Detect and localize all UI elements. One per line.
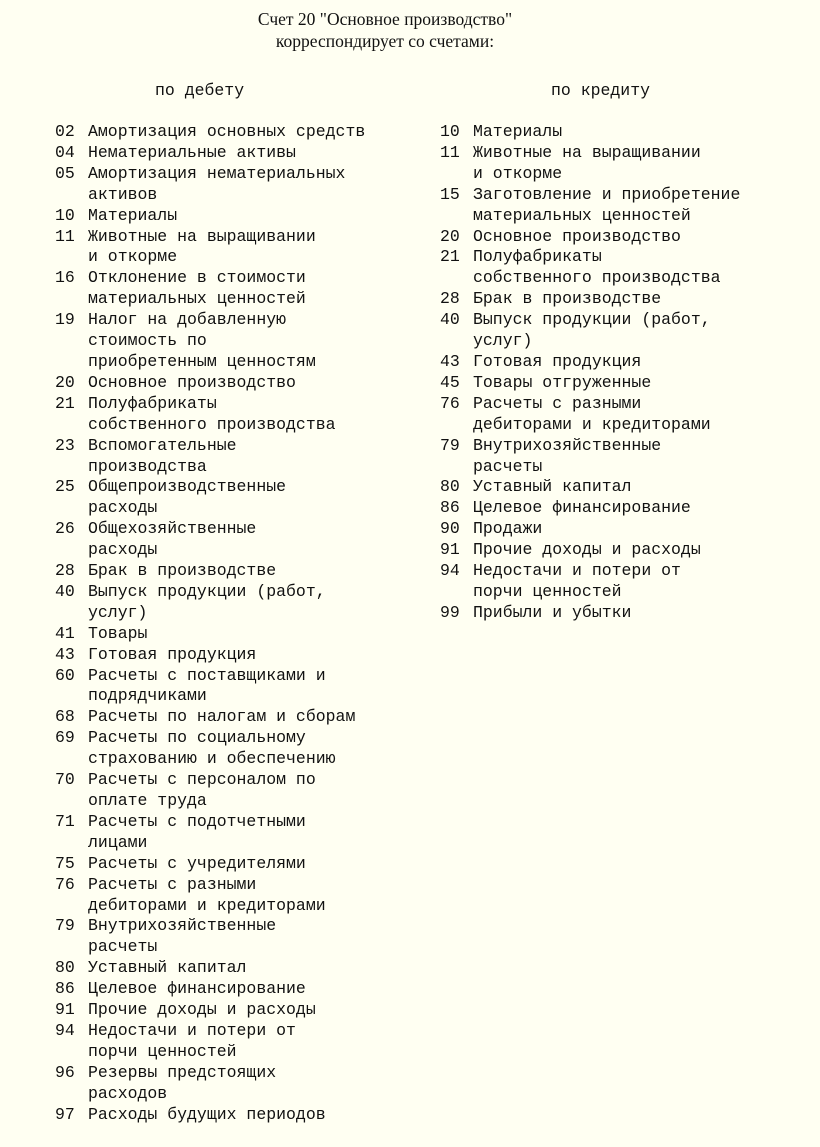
debit-account-entry (55, 122, 435, 143)
debit-account-entry (55, 958, 435, 979)
debit-account-entry (55, 1021, 435, 1063)
account-code: 28 (55, 561, 75, 581)
account-name-line: Готовая продукция (88, 644, 257, 664)
credit-account-entry (440, 122, 810, 143)
account-name-line: услуг) (88, 602, 148, 622)
credit-account-entry (440, 561, 810, 603)
credit-accounts-list (440, 122, 810, 624)
account-name-line: Внутрихозяйственные (88, 916, 277, 936)
credit-account-entry (440, 373, 810, 394)
debit-account-entry (55, 1063, 435, 1105)
account-code: 43 (440, 351, 460, 371)
account-code: 80 (440, 477, 460, 497)
account-code: 20 (440, 226, 460, 246)
debit-account-entry (55, 979, 435, 1000)
account-name-line: Амортизация основных средств (88, 122, 366, 141)
account-name-line: Расчеты с учредителями (88, 853, 306, 873)
debit-account-entry (55, 310, 435, 373)
title-line-2: корреспондирует со счетами: (275, 31, 495, 51)
account-name-line: Уставный капитал (88, 958, 247, 978)
account-code: 69 (55, 728, 75, 748)
debit-account-entry (55, 227, 435, 269)
debit-account-entry (55, 916, 435, 958)
account-code: 10 (440, 122, 460, 141)
debit-account-entry (55, 728, 435, 770)
account-code: 71 (55, 811, 75, 831)
account-name-line: порчи ценностей (88, 1041, 237, 1061)
account-name-line: подрядчиками (88, 686, 207, 706)
account-name-line: Расчеты по налогам и сборам (88, 707, 356, 727)
account-name-line: страхованию и обеспечению (88, 749, 336, 769)
account-code: 45 (440, 372, 460, 392)
debit-account-entry (55, 561, 435, 582)
account-code: 05 (55, 163, 75, 183)
account-code: 40 (440, 310, 460, 330)
debit-account-entry (55, 770, 435, 812)
account-name-line: Товары (88, 623, 148, 643)
account-name-line: Прочие доходы и расходы (473, 540, 701, 560)
account-code: 40 (55, 581, 75, 601)
credit-account-entry (440, 289, 810, 310)
account-name-line: материальных ценностей (473, 205, 691, 225)
account-name-line: лицами (88, 832, 148, 852)
account-name-line: Налог на добавленную (88, 310, 287, 330)
account-code: 91 (55, 1000, 75, 1020)
account-name-line: услуг) (473, 331, 533, 351)
account-name-line: Недостачи и потери от (473, 561, 681, 581)
account-code: 19 (55, 310, 75, 330)
account-code: 11 (55, 226, 75, 246)
credit-account-entry (440, 310, 810, 352)
account-name-line: Общепроизводственные (88, 477, 287, 497)
account-code: 23 (55, 435, 75, 455)
credit-account-entry (440, 227, 810, 248)
account-code: 86 (440, 498, 460, 518)
account-name-line: Товары отгруженные (473, 372, 652, 392)
debit-account-entry (55, 666, 435, 708)
account-code: 20 (55, 372, 75, 392)
account-name-line: собственного производства (88, 414, 336, 434)
account-name-line: Расчеты с подотчетными (88, 811, 306, 831)
credit-heading: по кредиту (551, 81, 651, 100)
account-name-line: Расчеты с разными (473, 393, 642, 413)
account-code: 91 (440, 540, 460, 560)
account-name-line: Готовая продукция (473, 351, 642, 371)
account-code: 10 (55, 205, 75, 225)
account-code: 76 (55, 874, 75, 894)
account-name-line: и откорме (88, 247, 178, 267)
account-name-line: Животные на выращивании (473, 142, 701, 162)
account-name-line: производства (88, 456, 207, 476)
debit-account-entry (55, 854, 435, 875)
account-name-line: Материалы (88, 205, 178, 225)
account-name-line: расходов (88, 1083, 168, 1103)
debit-account-entry (55, 164, 435, 206)
account-code: 02 (55, 122, 75, 141)
account-code: 94 (55, 1020, 75, 1040)
debit-heading: по дебету (155, 81, 245, 100)
account-code: 68 (55, 707, 75, 727)
account-name-line: Выпуск продукции (работ, (88, 581, 326, 601)
account-name-line: Заготовление и приобретение (473, 184, 741, 204)
debit-account-entry (55, 1000, 435, 1021)
credit-account-entry (440, 352, 810, 373)
debit-account-entry (55, 624, 435, 645)
account-name-line: Расчеты с разными (88, 874, 257, 894)
account-code: 04 (55, 142, 75, 162)
account-name-line: расходы (88, 540, 158, 560)
account-name-line: Расходы будущих периодов (88, 1104, 326, 1124)
credit-account-entry (440, 247, 810, 289)
account-name-line: расходы (88, 498, 158, 518)
account-code: 94 (440, 561, 460, 581)
account-name-line: Расчеты с персоналом по (88, 770, 316, 790)
account-code: 75 (55, 853, 75, 873)
credit-account-entry (440, 540, 810, 561)
debit-account-entry (55, 373, 435, 394)
account-name-line: Вспомогательные (88, 435, 237, 455)
account-name-line: порчи ценностей (473, 581, 622, 601)
debit-account-entry (55, 477, 435, 519)
account-name-line: собственного производства (473, 268, 721, 288)
account-code: 15 (440, 184, 460, 204)
account-code: 16 (55, 268, 75, 288)
account-code: 97 (55, 1104, 75, 1124)
credit-account-entry (440, 603, 810, 624)
debit-account-entry (55, 1105, 435, 1126)
account-name-line: активов (88, 184, 158, 204)
debit-account-entry (55, 206, 435, 227)
account-code: 70 (55, 770, 75, 790)
account-name-line: Выпуск продукции (работ, (473, 310, 711, 330)
account-name-line: дебиторами и кредиторами (88, 895, 326, 915)
account-name-line: Прибыли и убытки (473, 602, 632, 622)
credit-account-entry (440, 436, 810, 478)
credit-account-entry (440, 498, 810, 519)
debit-account-entry (55, 582, 435, 624)
account-name-line: приобретенным ценностям (88, 351, 316, 371)
document-title (0, 8, 770, 52)
account-code: 90 (440, 519, 460, 539)
debit-account-entry (55, 519, 435, 561)
account-name-line: Амортизация нематериальных (88, 163, 346, 183)
account-name-line: Целевое финансирование (88, 979, 306, 999)
account-code: 79 (55, 916, 75, 936)
debit-account-entry (55, 436, 435, 478)
title-line-1: Счет 20 "Основное производство" (257, 9, 513, 29)
account-code: 76 (440, 393, 460, 413)
account-code: 26 (55, 519, 75, 539)
debit-account-entry (55, 394, 435, 436)
account-name-line: Продажи (473, 519, 543, 539)
credit-account-entry (440, 519, 810, 540)
account-name-line: Общехозяйственные (88, 519, 257, 539)
debit-accounts-list (55, 122, 435, 1126)
debit-account-entry (55, 875, 435, 917)
debit-account-entry (55, 812, 435, 854)
credit-account-entry (440, 185, 810, 227)
credit-account-entry (440, 477, 810, 498)
account-name-line: Полуфабрикаты (88, 393, 217, 413)
account-name-line: Резервы предстоящих (88, 1062, 277, 1082)
account-name-line: Основное производство (88, 372, 296, 392)
account-name-line: стоимость по (88, 331, 207, 351)
account-name-line: расчеты (88, 937, 158, 957)
account-name-line: Недостачи и потери от (88, 1020, 296, 1040)
account-code: 41 (55, 623, 75, 643)
credit-account-entry (440, 394, 810, 436)
account-code: 86 (55, 979, 75, 999)
account-name-line: Брак в производстве (473, 289, 662, 309)
account-name-line: дебиторами и кредиторами (473, 414, 711, 434)
account-name-line: Брак в производстве (88, 561, 277, 581)
account-name-line: Внутрихозяйственные (473, 435, 662, 455)
debit-account-entry (55, 143, 435, 164)
account-name-line: Прочие доходы и расходы (88, 1000, 316, 1020)
account-name-line: Уставный капитал (473, 477, 632, 497)
account-name-line: материальных ценностей (88, 289, 306, 309)
account-name-line: оплате труда (88, 791, 207, 810)
account-name-line: Нематериальные активы (88, 142, 296, 162)
account-name-line: расчеты (473, 456, 543, 476)
account-code: 79 (440, 435, 460, 455)
account-code: 60 (55, 665, 75, 685)
account-name-line: Расчеты по социальному (88, 728, 306, 748)
account-code: 80 (55, 958, 75, 978)
account-name-line: Материалы (473, 122, 563, 141)
account-name-line: Целевое финансирование (473, 498, 691, 518)
account-name-line: и откорме (473, 163, 563, 183)
account-code: 11 (440, 142, 460, 162)
account-name-line: Основное производство (473, 226, 681, 246)
account-code: 43 (55, 644, 75, 664)
account-code: 25 (55, 477, 75, 497)
debit-account-entry (55, 645, 435, 666)
account-code: 96 (55, 1062, 75, 1082)
debit-account-entry (55, 707, 435, 728)
account-code: 28 (440, 289, 460, 309)
account-name-line: Отклонение в стоимости (88, 268, 306, 288)
account-code: 21 (55, 393, 75, 413)
account-code: 21 (440, 247, 460, 267)
credit-account-entry (440, 143, 810, 185)
account-name-line: Животные на выращивании (88, 226, 316, 246)
account-name-line: Полуфабрикаты (473, 247, 602, 267)
account-code: 99 (440, 602, 460, 622)
debit-account-entry (55, 268, 435, 310)
account-name-line: Расчеты с поставщиками и (88, 665, 326, 685)
